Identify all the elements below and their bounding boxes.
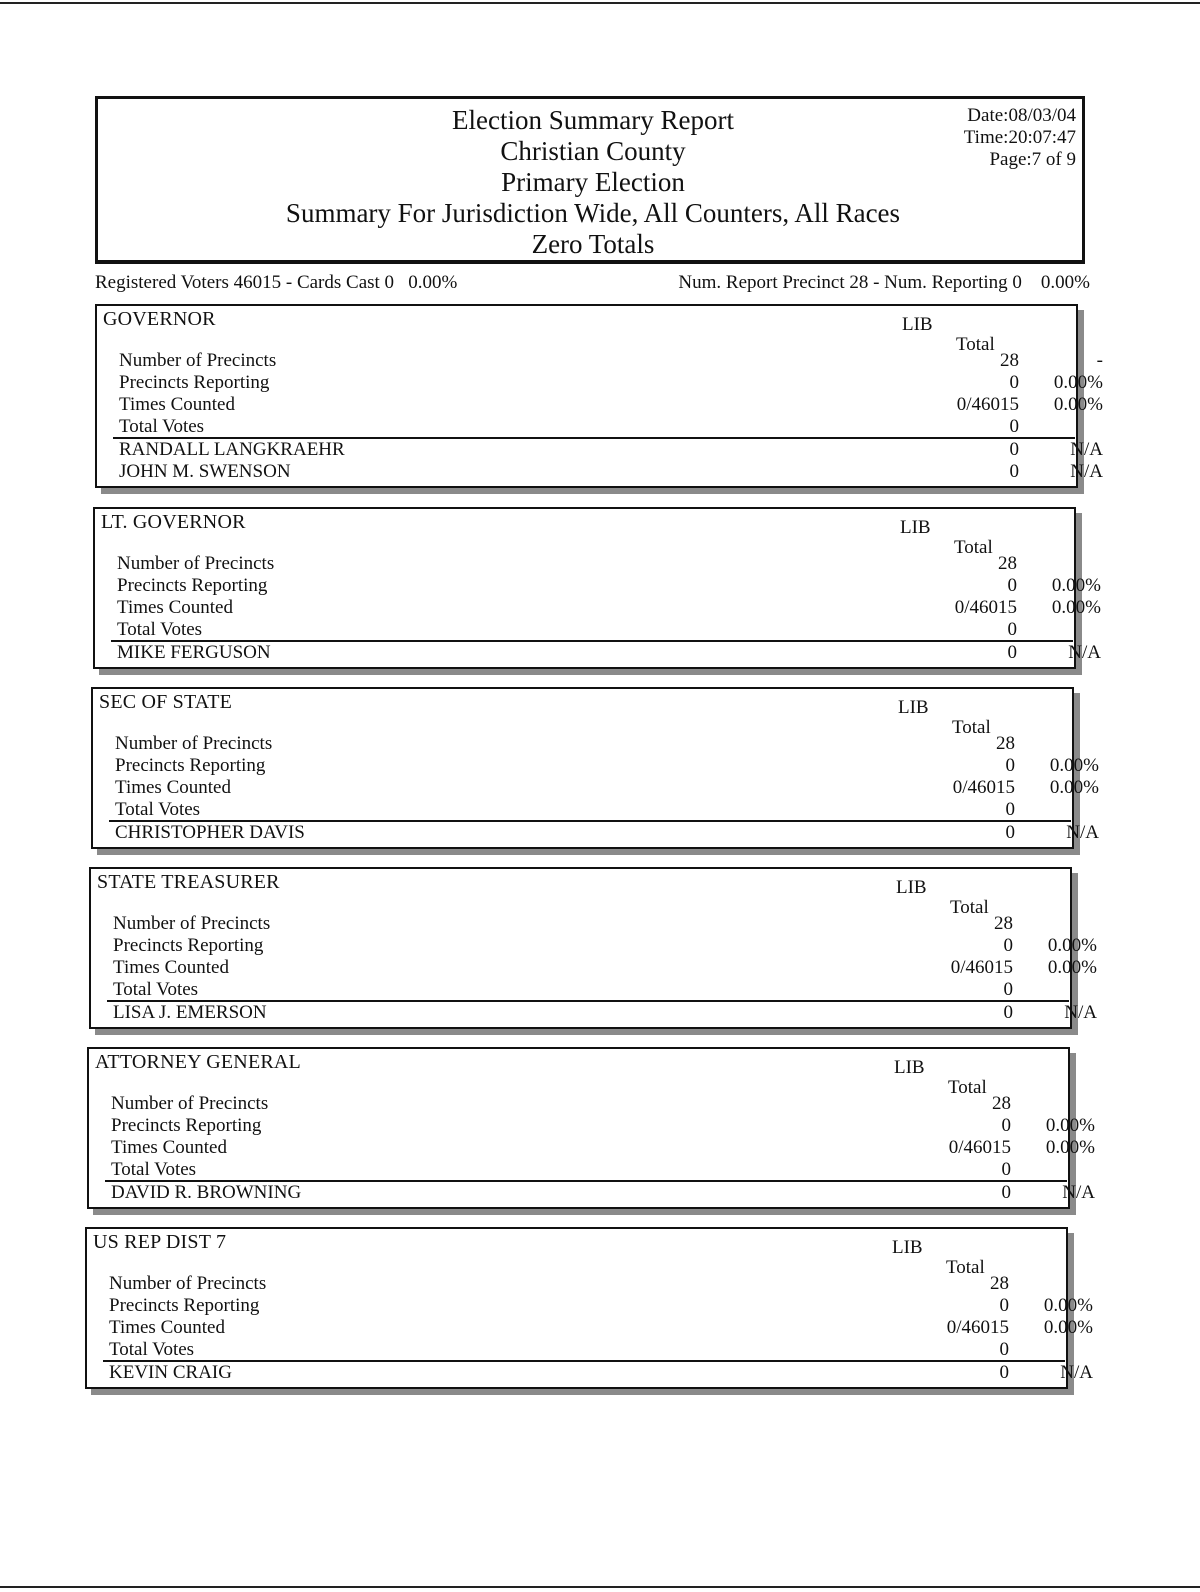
stat-value: 0 bbox=[1009, 372, 1019, 393]
stat-row bbox=[113, 957, 1097, 979]
stat-percent: 0.00% bbox=[1049, 755, 1099, 776]
party-label: LIB bbox=[896, 877, 927, 898]
stat-label: Precincts Reporting bbox=[119, 372, 270, 393]
stat-label: Precincts Reporting bbox=[115, 755, 266, 776]
candidate-name: MIKE FERGUSON bbox=[117, 642, 271, 663]
stat-value: 0/46015 bbox=[952, 777, 1015, 798]
stat-label: Total Votes bbox=[109, 1339, 195, 1360]
page-number: Page:7 of 9 bbox=[989, 149, 1076, 170]
stat-label: Times Counted bbox=[113, 957, 229, 978]
stat-percent: 0.00% bbox=[1043, 1295, 1093, 1316]
stat-label: Times Counted bbox=[119, 394, 235, 415]
candidate-percent: N/A bbox=[1066, 822, 1099, 843]
stat-label: Precincts Reporting bbox=[111, 1115, 262, 1136]
candidate-percent: N/A bbox=[1064, 1002, 1097, 1023]
report-title: Election Summary Report bbox=[452, 105, 734, 135]
stat-row bbox=[113, 913, 1073, 935]
report-date: Date:08/03/04 bbox=[967, 105, 1076, 126]
stat-row bbox=[115, 733, 1075, 755]
stat-value: 0 bbox=[1003, 979, 1013, 1000]
race-title: LT. GOVERNOR bbox=[101, 511, 246, 533]
candidate-name: DAVID R. BROWNING bbox=[111, 1182, 302, 1203]
candidate-percent: N/A bbox=[1070, 461, 1103, 482]
stat-percent: 0.00% bbox=[1047, 957, 1097, 978]
stat-value: 28 bbox=[996, 733, 1015, 754]
stat-label: Times Counted bbox=[109, 1317, 225, 1338]
race-title: US REP DIST 7 bbox=[93, 1231, 227, 1253]
stat-row bbox=[119, 350, 1103, 372]
candidate-row bbox=[113, 1002, 1097, 1024]
stat-percent: 0.00% bbox=[1053, 372, 1103, 393]
stat-row bbox=[113, 979, 1073, 1001]
stat-label: Number of Precincts bbox=[109, 1273, 267, 1294]
stat-row bbox=[119, 416, 1079, 438]
stat-row bbox=[109, 1295, 1093, 1317]
candidate-votes: 0 bbox=[1005, 822, 1015, 843]
stat-value: 0/46015 bbox=[954, 597, 1017, 618]
race-box bbox=[87, 1047, 1095, 1209]
stat-value: 0/46015 bbox=[950, 957, 1013, 978]
stat-label: Precincts Reporting bbox=[117, 575, 268, 596]
stat-label: Total Votes bbox=[113, 979, 199, 1000]
stat-label: Number of Precincts bbox=[115, 733, 273, 754]
total-header: Total bbox=[952, 717, 991, 738]
party-label: LIB bbox=[898, 697, 929, 718]
stat-row bbox=[115, 799, 1075, 821]
stat-percent: 0.00% bbox=[1045, 1137, 1095, 1158]
party-label: LIB bbox=[894, 1057, 925, 1078]
candidate-row bbox=[115, 822, 1099, 844]
total-header: Total bbox=[956, 334, 995, 355]
candidate-percent: N/A bbox=[1068, 642, 1101, 663]
stat-value: 0 bbox=[1005, 755, 1015, 776]
stat-label: Total Votes bbox=[119, 416, 205, 437]
party-label: LIB bbox=[892, 1237, 923, 1258]
candidate-name: KEVIN CRAIG bbox=[109, 1362, 232, 1383]
stat-percent: 0.00% bbox=[1051, 575, 1101, 596]
county-name: Christian County bbox=[500, 136, 686, 166]
stat-label: Number of Precincts bbox=[117, 553, 275, 574]
stat-value: 0 bbox=[999, 1295, 1009, 1316]
party-label: LIB bbox=[900, 517, 931, 538]
report-meta bbox=[964, 105, 1076, 171]
stat-row bbox=[117, 553, 1077, 575]
summary-scope: Summary For Jurisdiction Wide, All Counters, All Races bbox=[285, 198, 901, 228]
stat-value: 0/46015 bbox=[946, 1317, 1009, 1338]
report-header bbox=[95, 96, 1085, 264]
stat-label: Times Counted bbox=[115, 777, 231, 798]
candidate-name: LISA J. EMERSON bbox=[113, 1002, 267, 1023]
stat-row bbox=[115, 755, 1099, 777]
stat-value: 0 bbox=[1001, 1115, 1011, 1136]
stat-row bbox=[119, 394, 1103, 416]
candidate-percent: N/A bbox=[1070, 439, 1103, 460]
candidate-row bbox=[119, 439, 1103, 461]
stat-value: 0 bbox=[1007, 575, 1017, 596]
stat-value: 28 bbox=[994, 913, 1013, 934]
candidate-percent: N/A bbox=[1062, 1182, 1095, 1203]
stat-value: 0/46015 bbox=[948, 1137, 1011, 1158]
stat-row bbox=[115, 777, 1099, 799]
candidate-votes: 0 bbox=[1009, 439, 1019, 460]
race-box bbox=[95, 304, 1103, 488]
candidate-name: RANDALL LANGKRAEHR bbox=[119, 439, 345, 460]
precinct-reporting-summary: Num. Report Precinct 28 - Num. Reporting 0 0.00% bbox=[678, 272, 1090, 293]
stat-row bbox=[119, 372, 1103, 394]
stat-label: Total Votes bbox=[117, 619, 203, 640]
candidate-votes: 0 bbox=[1003, 1002, 1013, 1023]
report-title-block bbox=[98, 105, 1088, 260]
race-box bbox=[91, 687, 1099, 849]
stat-label: Times Counted bbox=[111, 1137, 227, 1158]
candidate-name: JOHN M. SWENSON bbox=[119, 461, 291, 482]
total-header: Total bbox=[946, 1257, 985, 1278]
candidate-votes: 0 bbox=[1009, 461, 1019, 482]
total-header: Total bbox=[954, 537, 993, 558]
stat-label: Number of Precincts bbox=[111, 1093, 269, 1114]
stat-value: 0 bbox=[1001, 1159, 1011, 1180]
stat-percent: 0.00% bbox=[1043, 1317, 1093, 1338]
stat-percent: 0.00% bbox=[1045, 1115, 1095, 1136]
election-name: Primary Election bbox=[501, 167, 685, 197]
race-box bbox=[93, 507, 1101, 669]
totals-type: Zero Totals bbox=[531, 229, 655, 259]
stat-label: Number of Precincts bbox=[119, 350, 277, 371]
stat-row bbox=[111, 1159, 1071, 1181]
total-header: Total bbox=[950, 897, 989, 918]
stat-value: 28 bbox=[1000, 350, 1019, 371]
candidate-row bbox=[111, 1182, 1095, 1204]
stat-value: 28 bbox=[992, 1093, 1011, 1114]
candidate-percent: N/A bbox=[1060, 1362, 1093, 1383]
stat-label: Precincts Reporting bbox=[109, 1295, 260, 1316]
stat-value: 0 bbox=[1009, 416, 1019, 437]
stat-value: 0 bbox=[1005, 799, 1015, 820]
stat-row bbox=[113, 935, 1097, 957]
race-title: GOVERNOR bbox=[103, 308, 216, 330]
stat-percent: - bbox=[1096, 350, 1103, 371]
candidate-votes: 0 bbox=[1007, 642, 1017, 663]
candidate-row bbox=[119, 461, 1103, 483]
stat-row bbox=[117, 597, 1101, 619]
stat-label: Number of Precincts bbox=[113, 913, 271, 934]
stat-value: 28 bbox=[990, 1273, 1009, 1294]
stat-percent: 0.00% bbox=[1053, 394, 1103, 415]
stat-row bbox=[109, 1273, 1069, 1295]
party-label: LIB bbox=[902, 314, 933, 335]
stat-label: Total Votes bbox=[115, 799, 201, 820]
registered-voters-summary: Registered Voters 46015 - Cards Cast 0 0.00% bbox=[95, 272, 458, 293]
candidate-name: CHRISTOPHER DAVIS bbox=[115, 822, 305, 843]
stat-row bbox=[109, 1339, 1069, 1361]
stat-row bbox=[111, 1093, 1071, 1115]
stat-label: Precincts Reporting bbox=[113, 935, 264, 956]
stat-row bbox=[109, 1317, 1093, 1339]
stat-percent: 0.00% bbox=[1049, 777, 1099, 798]
candidate-votes: 0 bbox=[999, 1362, 1009, 1383]
stat-value: 0 bbox=[1003, 935, 1013, 956]
report-time: Time:20:07:47 bbox=[963, 127, 1076, 148]
stat-label: Total Votes bbox=[111, 1159, 197, 1180]
candidate-row bbox=[117, 642, 1101, 664]
race-box bbox=[85, 1227, 1093, 1389]
race-title: SEC OF STATE bbox=[99, 691, 233, 713]
race-title: STATE TREASURER bbox=[97, 871, 280, 893]
stat-label: Times Counted bbox=[117, 597, 233, 618]
total-header: Total bbox=[948, 1077, 987, 1098]
stat-value: 0 bbox=[1007, 619, 1017, 640]
stat-row bbox=[117, 619, 1077, 641]
stat-value: 0/46015 bbox=[956, 394, 1019, 415]
bottom-scan-rule bbox=[0, 1586, 1200, 1588]
stat-value: 28 bbox=[998, 553, 1017, 574]
stat-percent: 0.00% bbox=[1051, 597, 1101, 618]
stat-value: 0 bbox=[999, 1339, 1009, 1360]
race-title: ATTORNEY GENERAL bbox=[95, 1051, 301, 1073]
candidate-row bbox=[109, 1362, 1093, 1384]
stat-row bbox=[111, 1137, 1095, 1159]
stat-percent: 0.00% bbox=[1047, 935, 1097, 956]
top-scan-rule bbox=[0, 2, 1200, 4]
candidate-votes: 0 bbox=[1001, 1182, 1011, 1203]
stat-row bbox=[111, 1115, 1095, 1137]
stat-row bbox=[117, 575, 1101, 597]
race-box bbox=[89, 867, 1097, 1029]
